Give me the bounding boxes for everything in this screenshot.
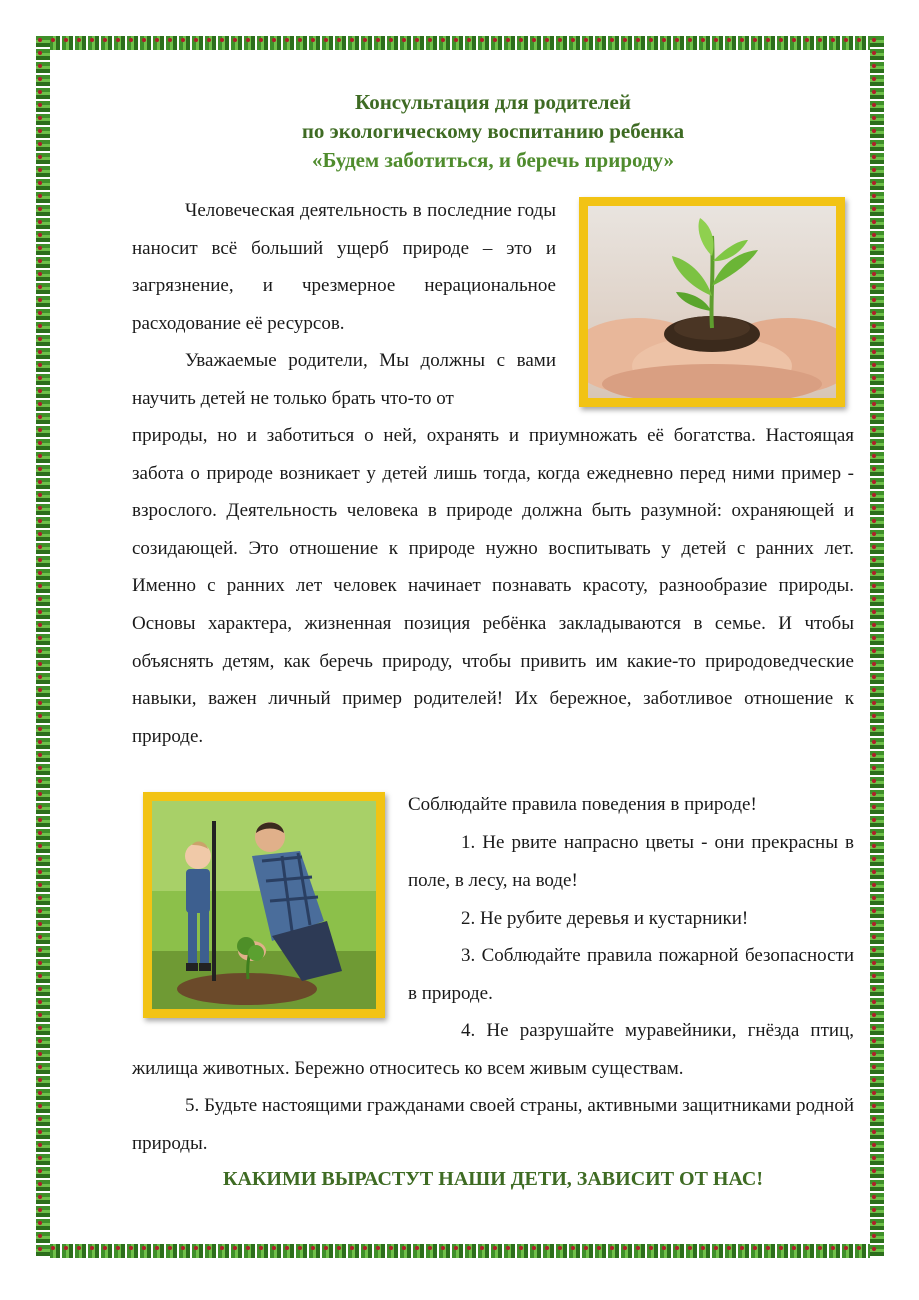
rule-4: 4. Не разрушайте муравейники, гнёзда птиц, жилища животных. Бережно относитесь ко всем живым существам. [132,1020,854,1079]
rule-5: 5. Будьте настоящими гражданами своей страны, активными защитниками родной природы. [132,1095,854,1154]
planting-photo [143,792,385,1018]
rule-3: 3. Соблюдайте правила пожарной безопасности в природе. [408,945,854,1004]
rule-2: 2. Не рубите деревья и кустарники! [461,908,749,929]
title-line-3: «Будем заботиться, и беречь природу» [311,148,675,172]
closing-slogan: КАКИМИ ВЫРАСТУТ НАШИ ДЕТИ, ЗАВИСИТ ОТ НАС! [222,1168,764,1190]
rules-heading: Соблюдайте правила поведения в природе! [408,794,757,815]
holly-border-left [36,36,50,1258]
intro-paragraph: Человеческая деятельность в последние годы наносит всё больший ущерб природе – это и загрязнение, и чрезмерное нерациональное расходование её ресурсов. [132,200,556,334]
title-line-2: по экологическому воспитанию ребенка [301,119,685,143]
title-line-1: Консультация для родителей [355,90,631,114]
seedling-photo [579,197,845,407]
planting-illustration [152,801,376,1009]
document-title [132,88,854,175]
holly-border-right [870,36,884,1258]
seedling-illustration [588,206,836,398]
holly-border-bottom [36,1244,884,1258]
rule-1: 1. Не рвите напрасно цветы - они прекрасны в поле, в лесу, на воде! [408,832,854,891]
parents-paragraph-start: Уважаемые родители, Мы должны с вами научить детей не только брать что-то от [132,350,556,409]
holly-border-top [36,36,884,50]
parents-paragraph-continued: природы, но и заботиться о ней, охранять и приумножать её богатства. Настоящая забота о природе возникает у детей лишь тогда, когда ежедневно перед ними пример - взрослого. Деятельность человека в природе должна быть разумной: охраняющей и созидающей. Это отношение к природе нужно воспитывать у детей с ранних лет. Именно с ранних лет человек начинает познавать красоту, разнообразие природы. Основы характера, жизненная позиция ребёнка закладываются в семье. И чтобы объяснять детям, как беречь природу, чтобы привить им какие-то природоведческие навыки, важен личный пример родителей! Их бережное, заботливое отношение к природе. [132,425,854,747]
